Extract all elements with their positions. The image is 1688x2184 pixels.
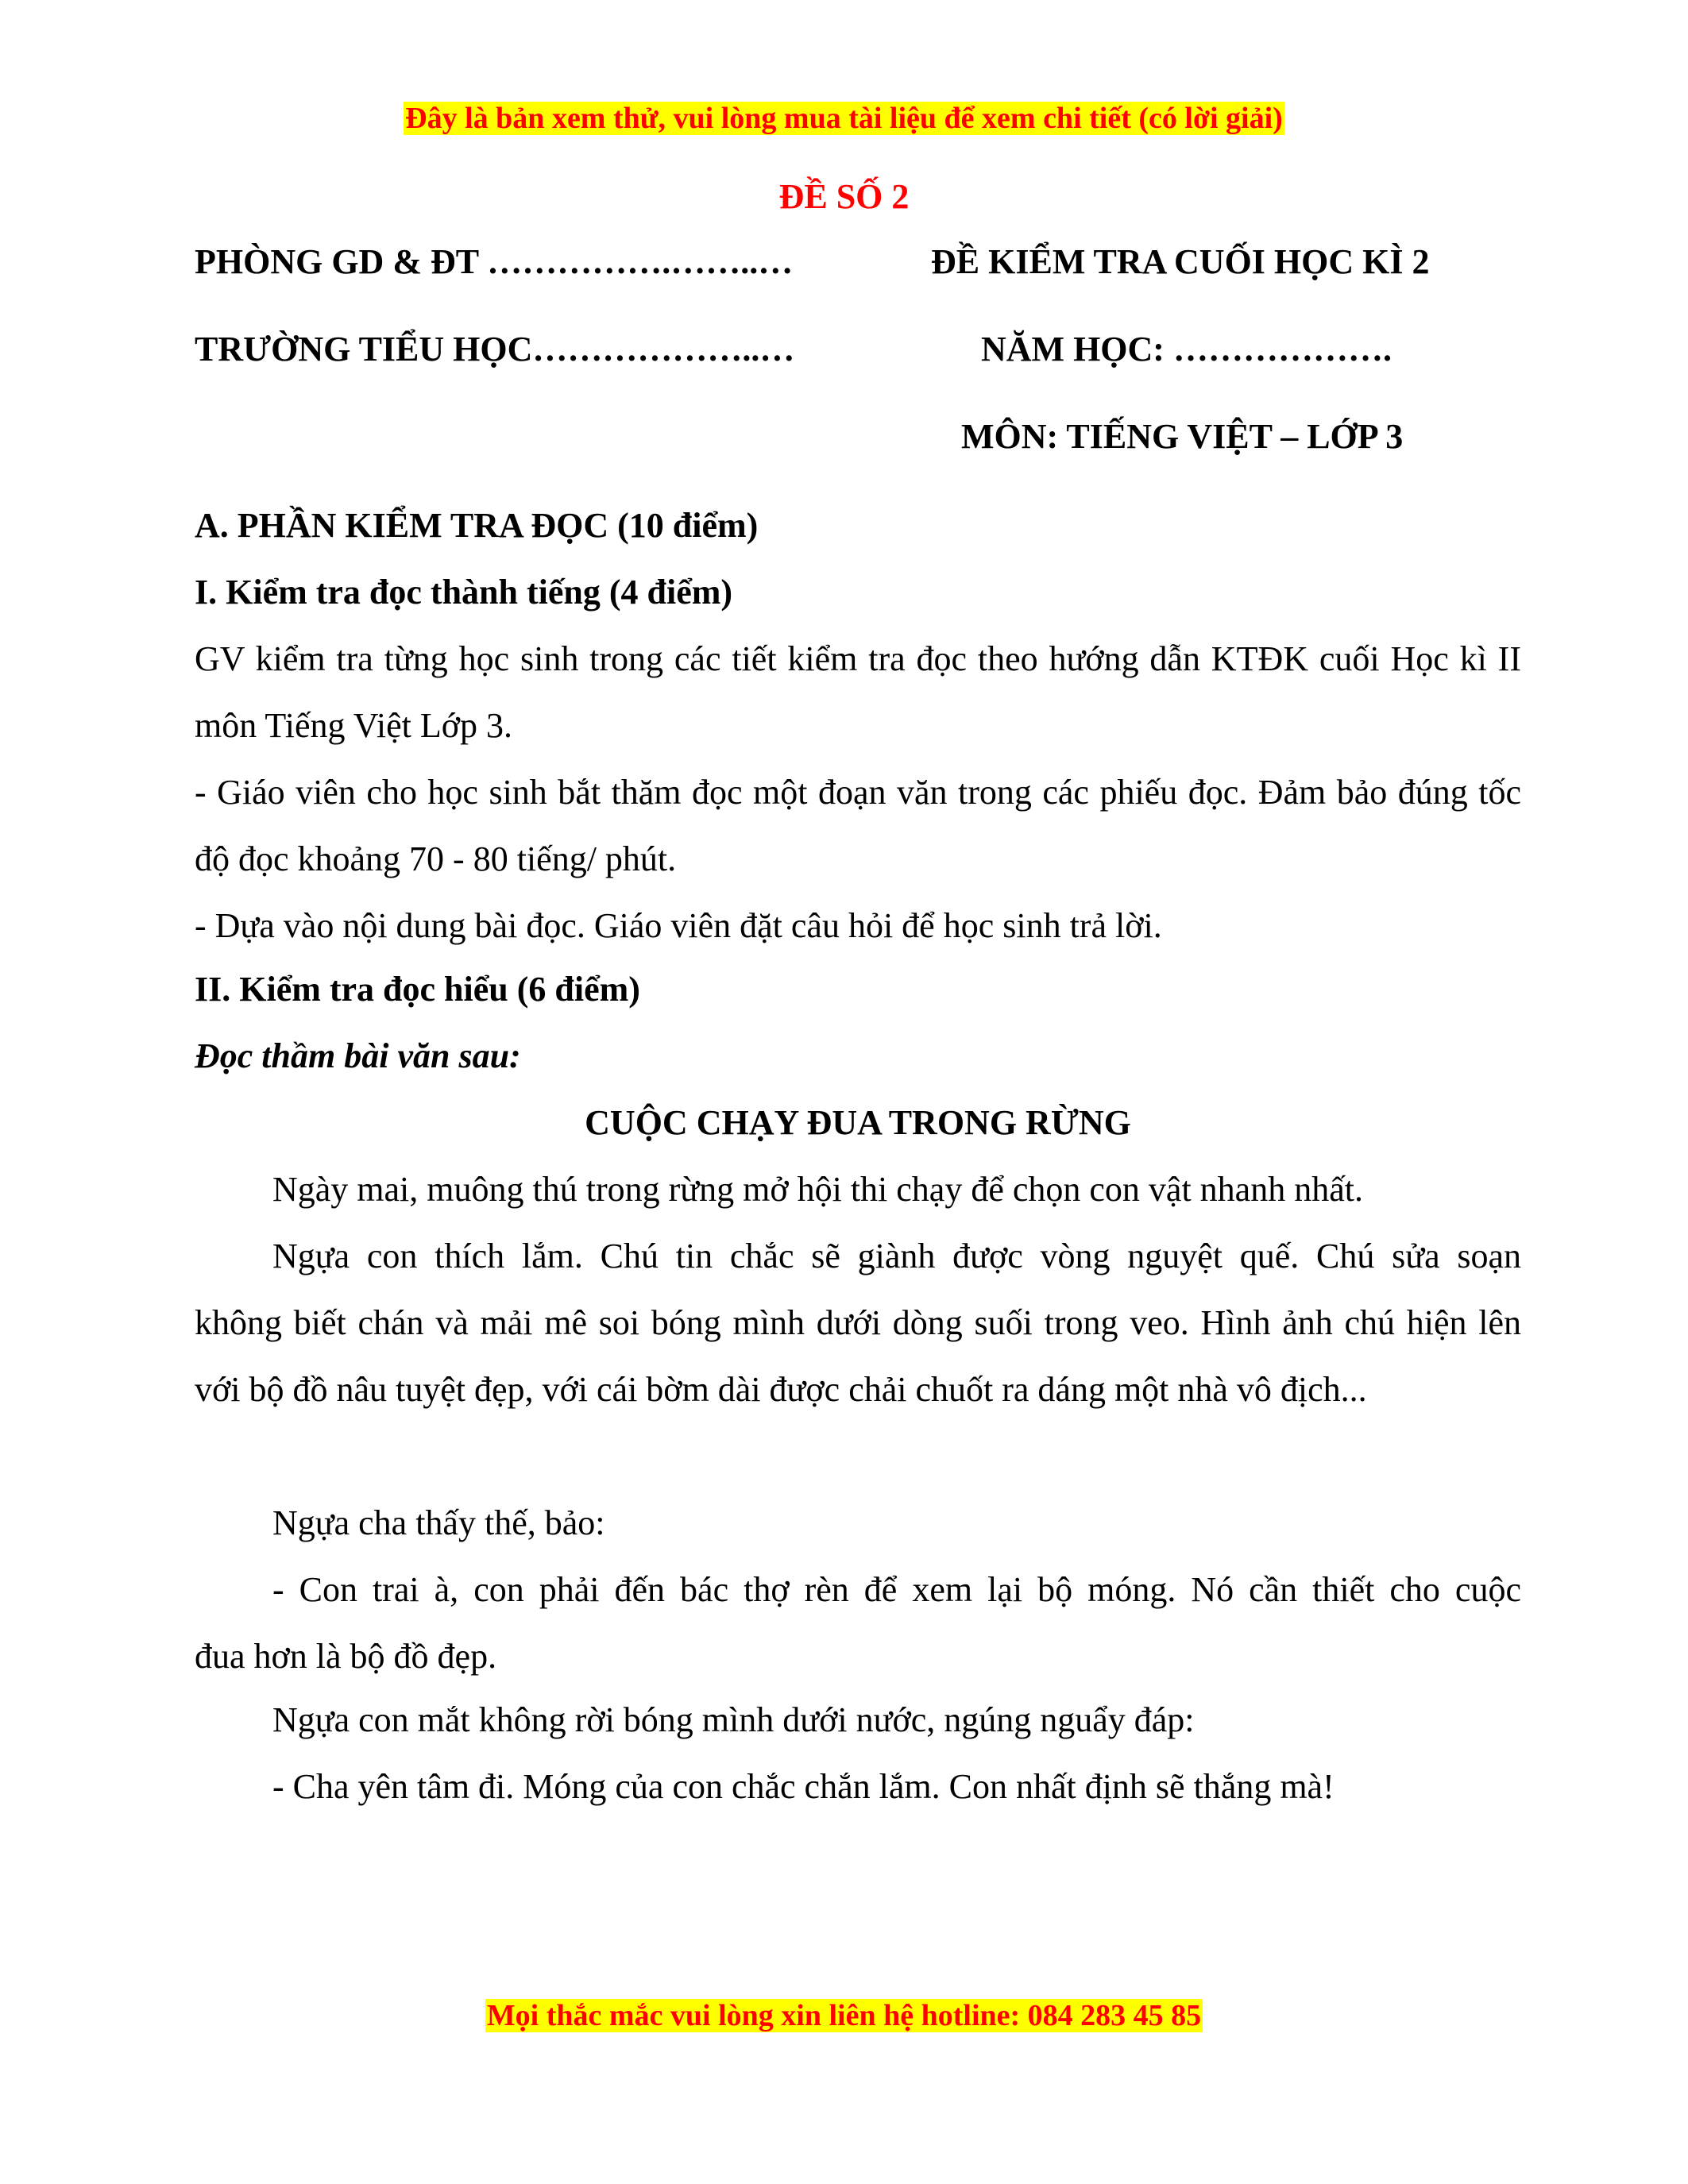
section-1-paragraph-1: GV kiểm tra từng học sinh trong các tiết kiểm tra đọc theo hướng dẫn KTĐK cuối Học kì II môn Tiếng Việt Lớp 3. <box>195 639 1521 745</box>
reading-instruction: Đọc thầm bài văn sau: <box>195 1036 521 1075</box>
story-paragraph-3: Ngựa cha thấy thế, bảo: <box>272 1503 605 1542</box>
section-1-heading: I. Kiểm tra đọc thành tiếng (4 điểm) <box>195 573 733 612</box>
preview-notice: Đây là bản xem thử, vui lòng mua tài liệu để xem chi tiết (có lời giải) <box>405 102 1283 135</box>
story-title: CUỘC CHẠY ĐUA TRONG RỪNG <box>585 1103 1131 1142</box>
section-2-heading: II. Kiểm tra đọc hiểu (6 điểm) <box>195 970 640 1009</box>
bottom-notice-wrapper <box>0 1997 1688 2034</box>
story-paragraph-2-line-1: Ngựa con thích lắm. Chú tin chắc sẽ giành được vòng nguyệt quế. Chú sửa soạn <box>272 1237 1521 1275</box>
story-paragraph-4-line-1: - Con trai à, con phải đến bác thợ rèn để xem lại bộ móng. Nó cần thiết cho cuộc <box>272 1570 1521 1609</box>
exam-number: ĐỀ SỐ 2 <box>778 177 910 216</box>
story-paragraph-4-rest: đua hơn là bộ đồ đẹp. <box>195 1637 497 1676</box>
top-notice-wrapper <box>0 100 1688 137</box>
story-paragraph-5: Ngựa con mắt không rời bóng mình dưới nước, ngúng nguẩy đáp: <box>272 1700 1195 1739</box>
hotline-notice: Mọi thắc mắc vui lòng xin liên hệ hotline: 084 283 45 85 <box>486 1999 1202 2032</box>
exam-title: ĐỀ KIỂM TRA CUỐI HỌC KÌ 2 <box>931 242 1430 281</box>
section-a-heading: A. PHẦN KIỂM TRA ĐỌC (10 điểm) <box>195 506 759 545</box>
department-line: PHÒNG GD & ĐT …………….……..… <box>195 242 794 281</box>
school-line: TRƯỜNG TIỂU HỌC………………..… <box>195 330 795 369</box>
story-paragraph-1: Ngày mai, muông thú trong rừng mở hội thi chạy để chọn con vật nhanh nhất. <box>272 1170 1363 1209</box>
subject-line: MÔN: TIẾNG VIỆT – LỚP 3 <box>961 417 1404 456</box>
section-1-paragraph-2: - Giáo viên cho học sinh bắt thăm đọc một đoạn văn trong các phiếu đọc. Đảm bảo đúng tốc độ đọc khoảng 70 - 80 tiếng/ phút. <box>195 773 1521 878</box>
school-year: NĂM HỌC: ………………. <box>981 330 1392 369</box>
story-paragraph-6: - Cha yên tâm đi. Móng của con chắc chắn lắm. Con nhất định sẽ thắng mà! <box>272 1767 1335 1806</box>
section-1-paragraph-3: - Dựa vào nội dung bài đọc. Giáo viên đặt câu hỏi để học sinh trả lời. <box>195 906 1162 945</box>
story-paragraph-2-rest: không biết chán và mải mê soi bóng mình dưới dòng suối trong veo. Hình ảnh chú hiện lên với bộ đồ nâu tuyệt đẹp, với cái bờm dài được chải chuốt ra dáng một nhà vô địch... <box>195 1303 1521 1409</box>
